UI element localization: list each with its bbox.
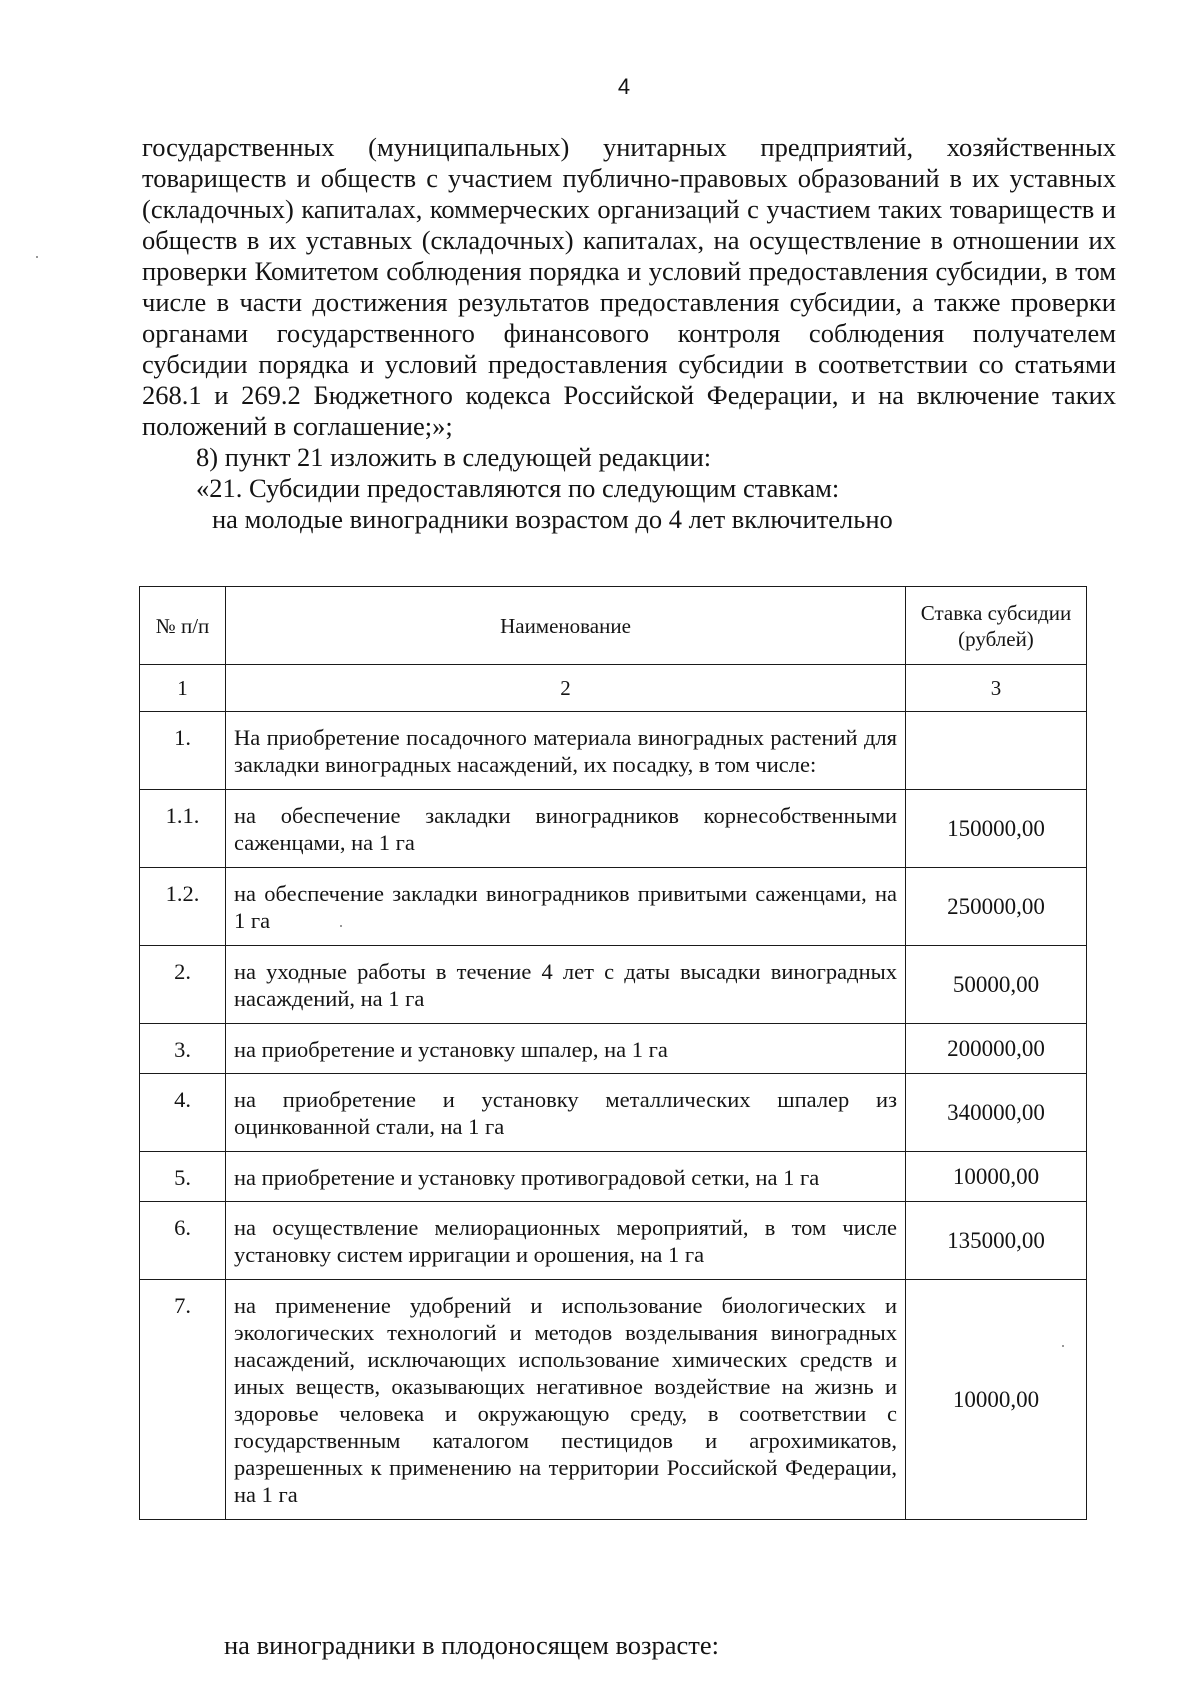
row-number: 2. <box>140 946 226 1024</box>
row-name: на приобретение и установку шпалер, на 1 га <box>226 1024 906 1074</box>
table-row <box>140 868 1087 946</box>
row-name: на применение удобрений и использование биологических и экологических технологий и методов возделывания виноградных насаждений, исключающих использование химических средств и иных веществ, оказывающих негативное воздействие на жизнь и здоровье человека и окружающую среду, в соответствии с государственным каталогом пестицидов и агрохимикатов, разрешенных к применению на территории Российской Федерации, на 1 га <box>226 1280 906 1520</box>
column-index-row <box>140 665 1087 712</box>
table-row <box>140 1202 1087 1280</box>
table-row <box>140 946 1087 1024</box>
table-header-row <box>140 587 1087 665</box>
header-name: Наименование <box>226 587 906 665</box>
table-row <box>140 1024 1087 1074</box>
row-name: на обеспечение закладки виноградников привитыми саженцами, на 1 га <box>226 868 906 946</box>
row-number: 5. <box>140 1152 226 1202</box>
row-rate: 10000,00 <box>906 1280 1087 1520</box>
item-21-paragraph: «21. Субсидии предоставляются по следующим ставкам: <box>196 473 840 503</box>
row-name: на приобретение и установку противоградовой сетки, на 1 га <box>226 1152 906 1202</box>
row-rate: 150000,00 <box>906 790 1087 868</box>
scan-speck <box>36 256 38 258</box>
row-number: 1. <box>140 712 226 790</box>
row-rate: 50000,00 <box>906 946 1087 1024</box>
row-rate: 340000,00 <box>906 1074 1087 1152</box>
row-name: на обеспечение закладки виноградников корнесобственными саженцами, на 1 га <box>226 790 906 868</box>
column-index: 3 <box>906 665 1087 712</box>
page-number: 4 <box>617 74 631 99</box>
row-name: На приобретение посадочного материала виноградных растений для закладки виноградных насаждений, их посадку, в том числе: <box>226 712 906 790</box>
row-rate: 135000,00 <box>906 1202 1087 1280</box>
intro-paragraph: государственных (муниципальных) унитарных предприятий, хозяйственных товариществ и обществ с участием публично-правовых образований в их уставных (складочных) капиталах, коммерческих организаций с участием таких товариществ и обществ в их уставных (складочных) капиталах, на осуществление в отношении их проверки Комитетом соблюдения порядка и условий предоставления субсидии, в том числе в части достижения результатов предоставления субсидии, а также проверки органами государственного финансового контроля соблюдения получателем субсидии порядка и условий предоставления субсидии в соответствии со статьями 268.1 и 269.2 Бюджетного кодекса Российской Федерации, и на включение таких положений в соглашение;»; <box>142 132 1116 441</box>
row-rate <box>906 712 1087 790</box>
fruiting-vineyards-heading: на виноградники в плодоносящем возрасте: <box>224 1630 719 1660</box>
document-body <box>142 132 1116 535</box>
row-number: 3. <box>140 1024 226 1074</box>
item-8-paragraph: 8) пункт 21 изложить в следующей редакции: <box>196 442 712 472</box>
table-row <box>140 712 1087 790</box>
row-number: 4. <box>140 1074 226 1152</box>
row-name: на приобретение и установку металлических шпалер из оцинкованной стали, на 1 га <box>226 1074 906 1152</box>
row-number: 6. <box>140 1202 226 1280</box>
row-number: 1.2. <box>140 868 226 946</box>
row-rate: 250000,00 <box>906 868 1087 946</box>
column-index: 2 <box>226 665 906 712</box>
row-rate: 200000,00 <box>906 1024 1087 1074</box>
header-no: № п/п <box>140 587 226 665</box>
table-row <box>140 1280 1087 1520</box>
table-row <box>140 1074 1087 1152</box>
subsidy-rates-table <box>139 586 1087 1520</box>
row-name: на осуществление мелиорационных мероприятий, в том числе установку систем ирригации и орошения, на 1 га <box>226 1202 906 1280</box>
table-row <box>140 1152 1087 1202</box>
column-index: 1 <box>140 665 226 712</box>
young-vineyards-heading: на молодые виноградники возрастом до 4 лет включительно <box>212 504 893 534</box>
scan-speck <box>1062 1345 1064 1347</box>
scan-speck <box>340 925 342 927</box>
row-name: на уходные работы в течение 4 лет с даты высадки виноградных насаждений, на 1 га <box>226 946 906 1024</box>
table-row <box>140 790 1087 868</box>
row-number: 7. <box>140 1280 226 1520</box>
row-rate: 10000,00 <box>906 1152 1087 1202</box>
header-rate: Ставка субсидии (рублей) <box>906 587 1087 665</box>
row-number: 1.1. <box>140 790 226 868</box>
